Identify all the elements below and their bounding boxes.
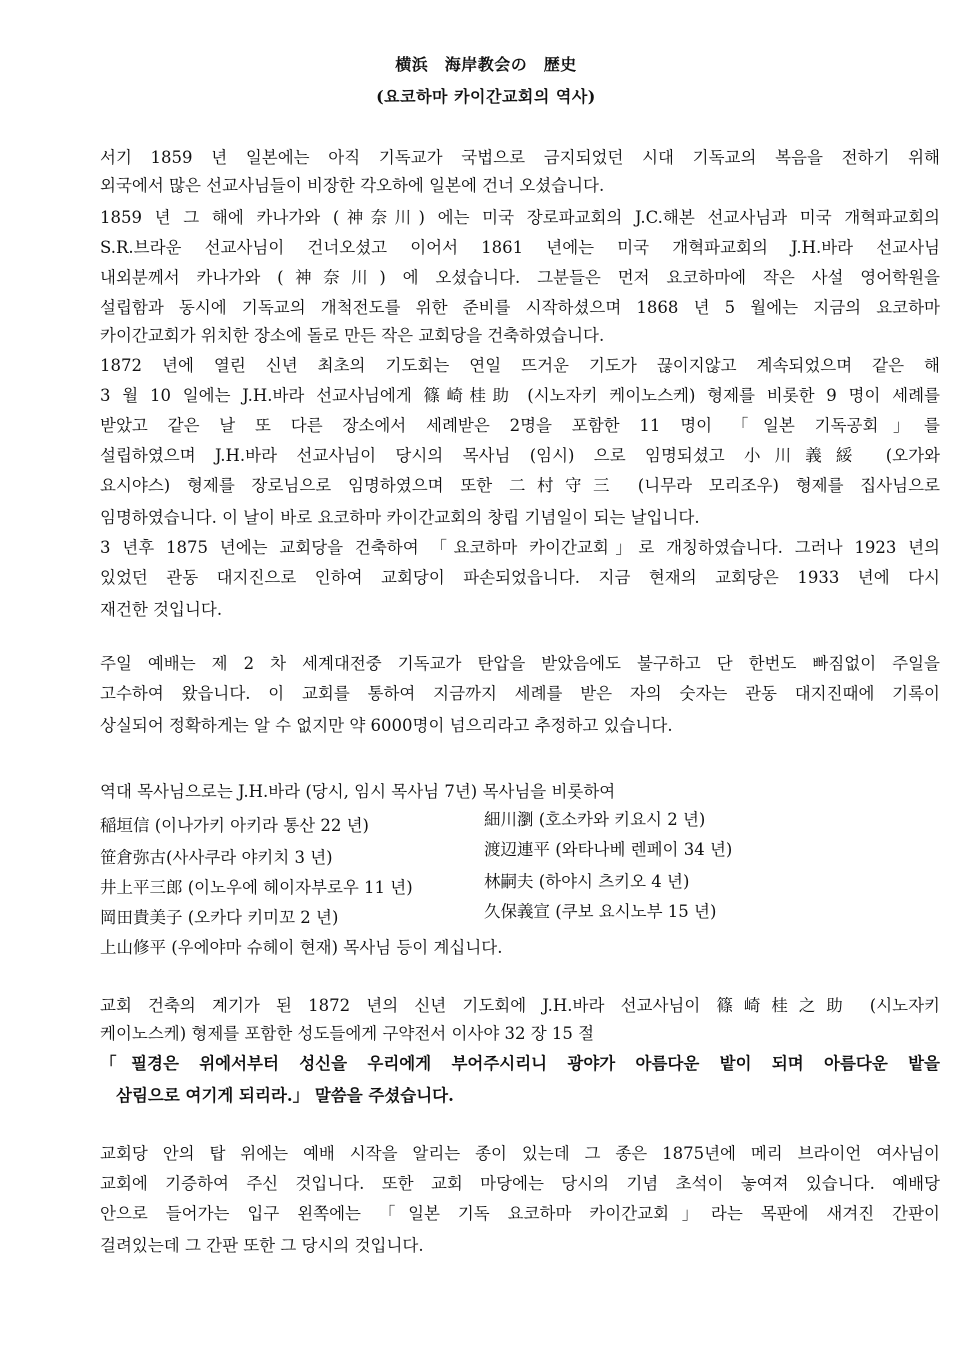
text-line: 1872 년에 열린 신년 최초의 기도회는 연일 뜨거운 기도가 끊이지않고 계속되었으며 같은 해 [100, 356, 940, 375]
pastor-entry: 久保義宣 (쿠보 요시노부 15 년) [484, 902, 717, 921]
text-line: 걸려있는데 그 간판 또한 그 당시의 것입니다. [100, 1236, 424, 1255]
text-line: 교회당 안의 탑 위에는 예배 시작을 알리는 종이 있는데 그 종은 1875년에 메리 브라이언 여사님이 [100, 1144, 940, 1163]
scripture-quote-line: 삼림으로 여기게 되리라.」 말씀을 주셨습니다. [116, 1086, 454, 1105]
pastor-closing: 上山修平 (우에야마 슈헤이 현재) 목사님 등이 계십니다. [100, 938, 503, 957]
text-line: 교회에 기증하여 주신 것입니다. 또한 교회 마당에는 당시의 기념 초석이 놓여져 있습니다. 예배당 [100, 1174, 940, 1193]
text-line: 임명하였습니다. 이 날이 바로 요코하마 카이간교회의 창립 기념일이 되는 날입니다. [100, 508, 700, 527]
text-line: 있었던 관동 대지진으로 인하여 교회당이 파손되었읍니다. 지금 현재의 교회당은 1933 년에 다시 [100, 568, 940, 587]
text-line: 설립하였으며 J.H.바라 선교사님이 당시의 목사님 (임시) 으로 임명되셨고 小川義綏 (오가와 [100, 446, 940, 465]
text-line: 1859 년 그 해에 카나가와 (神奈川) 에는 미국 장로파교회의 J.C.해본 선교사님과 미국 개혁파교회의 [100, 208, 940, 227]
page-title: 横浜 海岸教会の 歴史 [395, 55, 577, 74]
text-line: 주일 예배는 제 2 차 세계대전중 기독교가 탄압을 받았음에도 불구하고 단 한번도 빠짐없이 주일을 [100, 654, 940, 673]
pastor-intro: 역대 목사님으로는 J.H.바라 (당시, 임시 목사님 7년) 목사님을 비롯하여 [100, 782, 616, 801]
pastor-entry: 井上平三郎 (이노우에 헤이자부로우 11 년) [100, 878, 413, 897]
text-line: 재건한 것입니다. [100, 600, 223, 619]
text-line: 내외분께서 카나가와 (神奈川) 에 오셨습니다. 그분들은 먼저 요코하마에 작은 사설 영어학원을 [100, 268, 940, 287]
text-line: 요시야스) 형제를 장로님으로 임명하였으며 또한 二村守三 (니무라 모리조우) 형제를 집사님으로 [100, 476, 940, 495]
text-line: 3 월 10 일에는 J.H.바라 선교사님에게 篠崎桂助 (시노자키 케이노스케) 형제를 비롯한 9 명이 세례를 [100, 386, 940, 405]
pastor-entry: 岡田貴美子 (오카다 키미꼬 2 년) [100, 908, 339, 927]
text-line: 교회 건축의 계기가 된 1872 년의 신년 기도회에 J.H.바라 선교사님이 篠崎桂之助 (시노자키 [100, 996, 940, 1015]
pastor-entry: 笹倉弥古(사사쿠라 야키치 3 년) [100, 848, 333, 867]
text-line: 카이간교회가 위치한 장소에 돌로 만든 작은 교회당을 건축하였습니다. [100, 326, 605, 345]
text-line: 받았고 같은 날 또 다른 장소에서 세례받은 2명을 포함한 11 명이 「일본 기독공회」를 [100, 416, 940, 435]
text-line: 외국에서 많은 선교사님들이 비장한 각오하에 일본에 건너 오셨습니다. [100, 176, 605, 195]
pastor-entry: 細川瀏 (호소카와 키요시 2 년) [484, 810, 706, 829]
text-line: 설립함과 동시에 기독교의 개척전도를 위한 준비를 시작하셨으며 1868 년 5 월에는 지금의 요코하마 [100, 298, 940, 317]
text-line: 케이노스케) 형제를 포함한 성도들에게 구약전서 이사야 32 장 15 절 [100, 1024, 595, 1043]
pastor-entry: 稲垣信 (이나가키 아키라 통산 22 년) [100, 816, 369, 835]
pastor-entry: 渡辺連平 (와타나베 렌페이 34 년) [484, 840, 733, 859]
text-line: 서기 1859 년 일본에는 아직 기독교가 국법으로 금지되었던 시대 기독교의 복음을 전하기 위해 [100, 148, 940, 167]
pastor-entry: 林嗣夫 (하야시 츠키오 4 년) [484, 872, 690, 891]
text-line: 상실되어 정확하게는 알 수 없지만 약 6000명이 넘으리라고 추정하고 있습니다. [100, 716, 673, 735]
scripture-quote-line: 「필경은 위에서부터 성신을 우리에게 부어주시리니 광야가 아름다운 밭이 되며 아름다운 밭을 [100, 1054, 940, 1073]
text-line: 3 년후 1875 년에는 교회당을 건축하여 「요코하마 카이간교회」로 개칭하였습니다. 그러나 1923 년의 [100, 538, 940, 557]
page-subtitle: (요코하마 카이간교회의 역사) [376, 87, 596, 106]
text-line: 안으로 들어가는 입구 왼쪽에는 「일본 기독 요코하마 카이간교회」라는 목판에 새겨진 간판이 [100, 1204, 940, 1223]
text-line: 고수하여 왔읍니다. 이 교회를 통하여 지금까지 세례를 받은 자의 숫자는 관동 대지진때에 기록이 [100, 684, 940, 703]
text-line: S.R.브라운 선교사님이 건너오셨고 이어서 1861 년에는 미국 개혁파교회의 J.H.바라 선교사님 [100, 238, 940, 257]
